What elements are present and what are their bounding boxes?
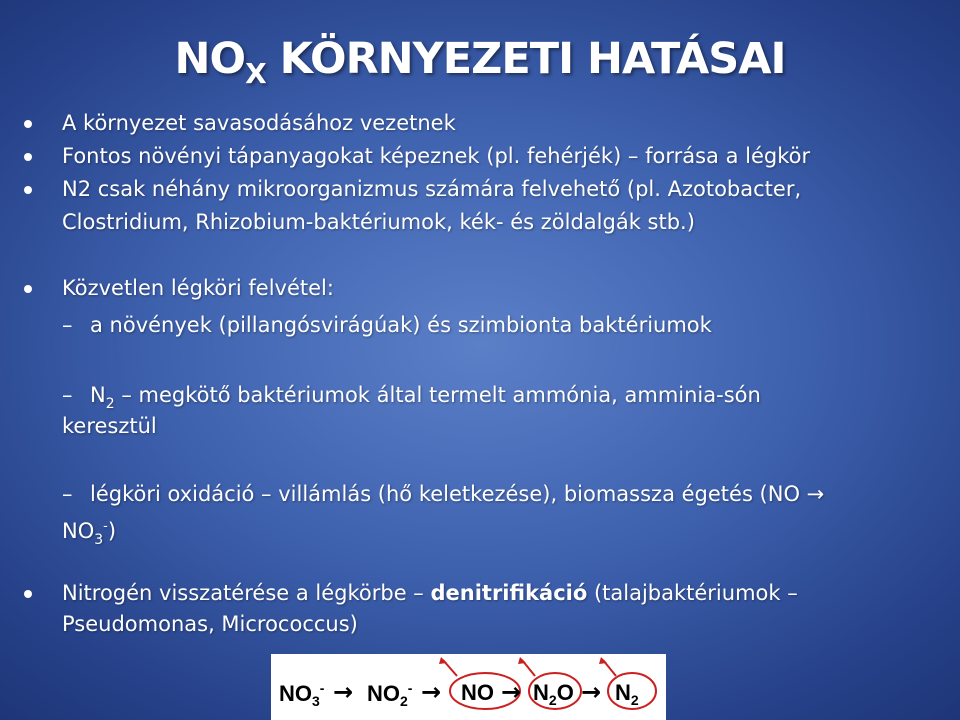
bullet-4: Közvetlen légköri felvétel: <box>62 276 334 300</box>
title-subscript: X <box>245 57 266 90</box>
reaction-arrow: → <box>581 678 602 706</box>
bullet-dot <box>24 186 32 194</box>
escape-arrow-head <box>518 657 526 664</box>
nitrogen-symbol: N <box>615 680 631 705</box>
nitrogen-term <box>615 680 639 708</box>
dash-marker: – <box>62 313 73 337</box>
nitrous-oxide-n: N <box>533 680 549 705</box>
title-rest: KÖRNYEZETI HATÁSAI <box>265 34 786 84</box>
no3-subscript: 3 <box>94 532 104 548</box>
bullet-1: A környezet savasodásához vezetnek <box>62 111 456 135</box>
bullet-3-line-2: Clostridium, Rhizobium-baktériumok, kék- és zöldalgák stb.) <box>62 210 695 234</box>
nitrite-symbol: NO <box>367 681 400 706</box>
nitrite-charge: - <box>407 680 413 696</box>
bullet-5-line-1 <box>62 577 942 610</box>
title-no: NO <box>174 34 246 84</box>
nitrous-oxide-o: O <box>556 680 574 705</box>
n2-symbol: N <box>90 383 106 407</box>
slide-title <box>0 34 960 90</box>
bullet-5-text-a: Nitrogén visszatérése a légkörbe – <box>62 581 431 605</box>
escape-arrow-head <box>439 657 447 664</box>
nitrite-subscript: 2 <box>400 693 408 709</box>
nitric-oxide-term <box>461 680 494 706</box>
nitrogen-subscript: 2 <box>630 692 639 708</box>
bullet-dot <box>24 120 32 128</box>
n2-subscript: 2 <box>105 396 115 412</box>
nitrate-charge: - <box>319 680 325 696</box>
bullet-3-line-1: N2 csak néhány mikroorganizmus számára felvehető (pl. Azotobacter, <box>62 177 802 201</box>
dash-marker: – <box>62 482 73 506</box>
reaction-arrow: → <box>333 678 354 706</box>
bullet-2: Fontos növényi tápanyagokat képeznek (pl. fehérjék) – forrása a légkör <box>62 144 811 168</box>
denitrification-equation <box>271 654 666 720</box>
dash-marker: – <box>62 383 73 407</box>
nitrous-oxide-term <box>533 680 574 708</box>
denitrification-term: denitrifikáció <box>430 581 588 605</box>
nitrate-symbol: NO <box>279 681 312 706</box>
bullet-dot <box>24 153 32 161</box>
nitrate-term <box>279 680 324 709</box>
nitrous-oxide-subscript: 2 <box>548 692 557 708</box>
no3-superscript: - <box>103 519 108 534</box>
escape-arrow-head <box>599 657 607 664</box>
bullet-5-line-2: Pseudomonas, Micrococcus) <box>62 612 358 636</box>
sub-item-3-line-2 <box>62 510 942 557</box>
nitric-oxide-symbol: NO <box>461 680 494 705</box>
no3-close: ) <box>107 519 117 543</box>
sub-item-2-text: – megkötő baktériumok által termelt ammónia, amminia-són <box>114 383 761 407</box>
bullet-dot <box>24 590 32 598</box>
nitrate-subscript: 3 <box>312 693 320 709</box>
no3-symbol: NO <box>62 519 95 543</box>
bullet-dot <box>24 285 32 293</box>
sub-item-2-line-2: keresztül <box>62 414 157 438</box>
nitrite-term <box>367 680 412 709</box>
reaction-arrow: → <box>421 678 442 706</box>
sub-item-1: a növények (pillangósvirágúak) és szimbionta baktériumok <box>90 313 712 337</box>
reaction-arrow: → <box>501 678 522 706</box>
bullet-5-text-c: (talajbaktériumok – <box>587 581 798 605</box>
sub-item-3-line-1: légköri oxidáció – villámlás (hő keletkezése), biomassza égetés (NO → <box>90 482 825 506</box>
